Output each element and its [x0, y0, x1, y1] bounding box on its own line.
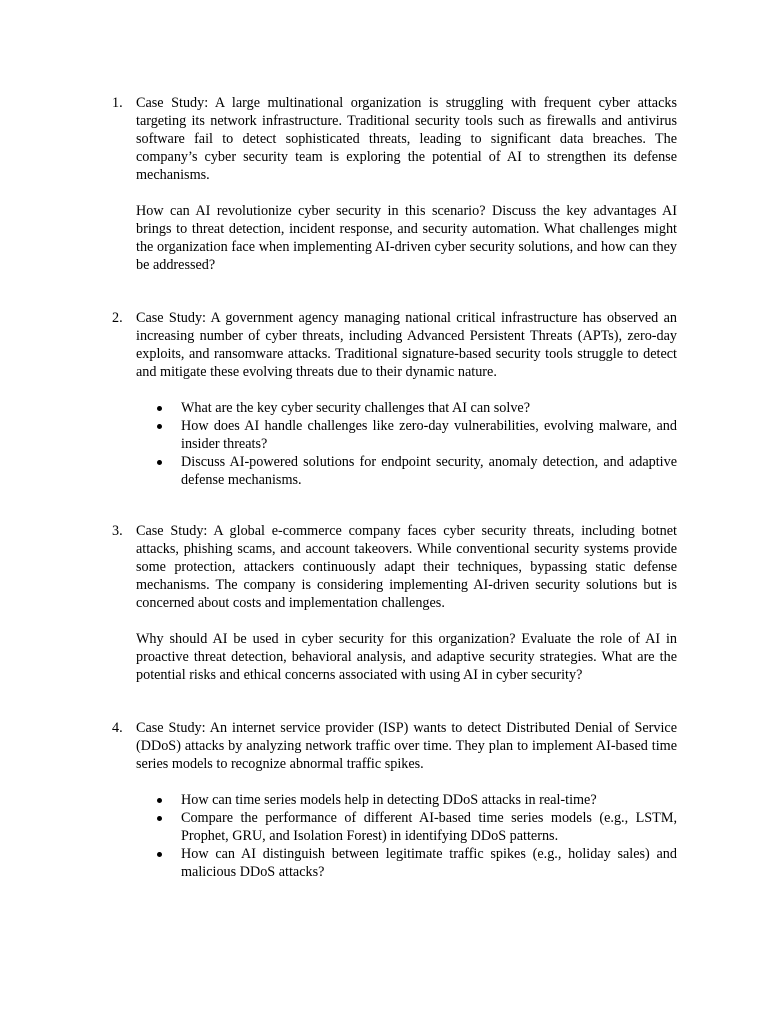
case-study-4 — [112, 719, 677, 881]
case-study-2 — [112, 309, 677, 489]
case-question: How can AI revolutionize cyber security in this scenario? Discuss the key advantages AI brings to threat detection, incident response, and security automation. What challenges might the organization face when implementing AI-driven cyber security solutions, and how can they be addressed? — [136, 203, 677, 273]
question-text: Discuss AI-powered solutions for endpoint security, anomaly detection, and adaptive defense mechanisms. — [181, 454, 677, 488]
list-number: 3. — [112, 523, 123, 539]
case-study-3 — [112, 522, 677, 684]
bullet-icon — [157, 816, 162, 821]
bullet-icon — [157, 852, 162, 857]
list-number: 2. — [112, 310, 123, 326]
bullet-icon — [157, 406, 162, 411]
list-number: 4. — [112, 720, 123, 736]
list-item — [136, 417, 677, 453]
bullet-icon — [157, 460, 162, 465]
bullet-icon — [157, 798, 162, 803]
question-list — [136, 791, 677, 881]
question-text: How can time series models help in detecting DDoS attacks in real-time? — [181, 792, 597, 808]
list-number: 1. — [112, 95, 123, 111]
list-item — [136, 791, 677, 809]
question-text: How can AI distinguish between legitimate traffic spikes (e.g., holiday sales) and malicious DDoS attacks? — [181, 846, 677, 880]
bullet-icon — [157, 424, 162, 429]
case-question: Why should AI be used in cyber security for this organization? Evaluate the role of AI in proactive threat detection, behavioral analysis, and adaptive security strategies. What are the potential risks and ethical concerns associated with using AI in cyber security? — [136, 631, 677, 683]
case-description: Case Study: A government agency managing national critical infrastructure has observed an increasing number of cyber threats, including Advanced Persistent Threats (APTs), zero-day exploits, and ransomware attacks. Traditional signature-based security tools struggle to detect and mitigate these evolving threats due to their dynamic nature. — [136, 310, 677, 380]
list-item — [136, 845, 677, 881]
question-text: How does AI handle challenges like zero-day vulnerabilities, evolving malware, and insider threats? — [181, 418, 677, 452]
question-list — [136, 399, 677, 489]
case-description: Case Study: An internet service provider (ISP) wants to detect Distributed Denial of Service (DDoS) attacks by analyzing network traffic over time. They plan to implement AI-based time series models to recognize abnormal traffic spikes. — [136, 720, 677, 772]
question-text: What are the key cyber security challenges that AI can solve? — [181, 400, 531, 416]
case-description: Case Study: A large multinational organization is struggling with frequent cyber attacks targeting its network infrastructure. Traditional security tools such as firewalls and antivirus software fail to detect sophisticated threats, leading to significant data breaches. The company’s cyber security team is exploring the potential of AI to strengthen its defense mechanisms. — [136, 95, 677, 183]
list-item — [136, 809, 677, 845]
case-study-1 — [112, 94, 677, 274]
case-description: Case Study: A global e-commerce company faces cyber security threats, including botnet attacks, phishing scams, and account takeovers. While conventional security systems provide some protection, attackers continuously adapt their techniques, bypassing static defense mechanisms. The company is considering implementing AI-driven security solutions but is concerned about costs and implementation challenges. — [136, 523, 677, 611]
list-item — [136, 453, 677, 489]
question-text: Compare the performance of different AI-based time series models (e.g., LSTM, Prophet, GRU, and Isolation Forest) in identifying DDoS patterns. — [181, 810, 677, 844]
list-item — [136, 399, 677, 417]
